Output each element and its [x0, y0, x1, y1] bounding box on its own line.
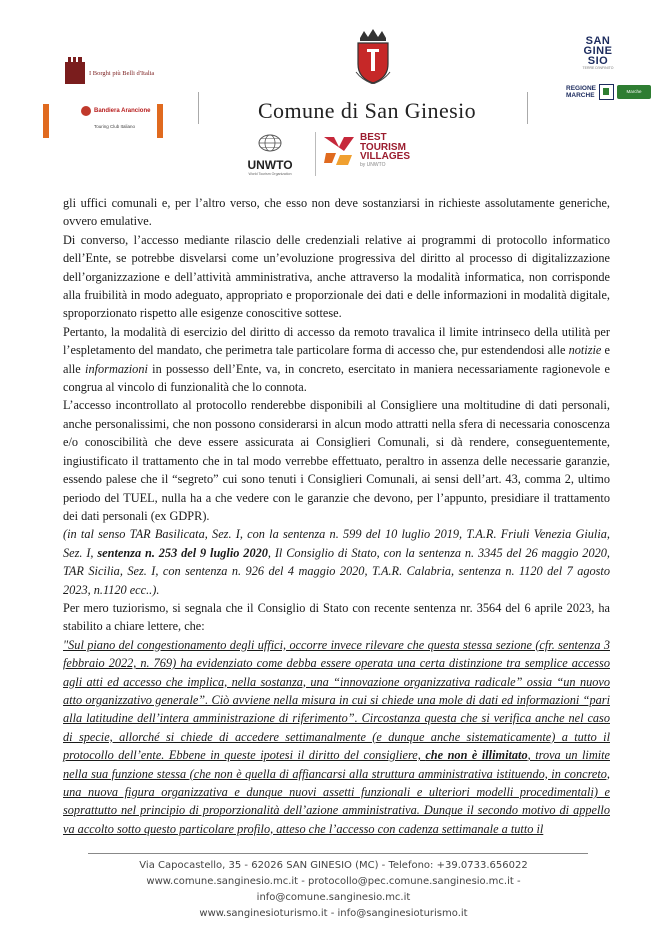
orange-accent-bar: [157, 104, 163, 138]
brand-line: SAN: [585, 35, 611, 47]
paragraph: Per mero tuziorismo, si segnala che il Consiglio di Stato con recente sentenza nr. 3564 del 6 aprile 2023, ha stabilito a chiare lettere, che:: [63, 600, 610, 634]
coat-of-arms-icon: [354, 28, 392, 84]
paragraph: gli uffici comunali e, per l’altro verso, che esso non deve sostanziarsi in richieste assolutamente generiche, ovvero emulative.: [63, 196, 610, 229]
text-run: , Il Consiglio di Stato, con la sentenza n. 3345 del 26 maggio 2020, TAR Sicilia, Sez. I, con sentenza n. 926 del 4 maggio 2020, T.A.R. Calabria, sentenza n. 1120 del 7 agosto 2023, n.1120 ecc..).: [63, 545, 610, 597]
emphasis-notizie: notizie: [568, 343, 602, 358]
unwto-sub-label: World Tourism Organization: [248, 172, 292, 176]
san-ginesio-brand-logo: [580, 36, 616, 66]
globe-icon: [257, 134, 283, 152]
brand-sub-label: TERRE D'INFINITO: [582, 66, 614, 70]
borghi-label: I Borghi più Belli d'Italia: [89, 69, 155, 77]
page-title: Comune di San Ginesio: [257, 98, 476, 123]
footer-tourism: www.sanginesioturismo.it - info@sanginesioturismo.it: [199, 908, 468, 919]
logo-divider: [315, 132, 316, 176]
btv-line: TOURISM: [360, 141, 406, 153]
brand-line: SIO: [587, 55, 609, 67]
emphasis-informazioni: informazioni: [85, 361, 148, 376]
unwto-logo: [240, 134, 300, 176]
header-divider: [527, 92, 528, 124]
borghi-logo: [65, 62, 175, 84]
brand-line: GINE: [583, 45, 613, 57]
document-body: [63, 194, 610, 838]
bold-quote: che non è illimitato: [425, 748, 528, 763]
right-logos: [566, 35, 646, 99]
footer: [100, 858, 567, 922]
text-run: e alle: [63, 343, 610, 376]
letterhead: [0, 0, 667, 190]
header-divider: [198, 92, 199, 124]
footer-rule: [88, 853, 588, 854]
touring-club-label: Touring Club Italiano: [94, 124, 136, 129]
footer-address: Via Capocastello, 35 - 62026 SAN GINESIO (MC) - Telefono: +39.0733.656022: [139, 860, 528, 871]
best-tourism-villages-logo: [322, 133, 410, 168]
btv-by-label: by UNWTO: [360, 161, 386, 168]
bold-citation: sentenza n. 253 del 9 luglio 2020: [97, 545, 268, 560]
paragraph: Di converso, l’accesso mediante rilascio delle credenziali relative ai programmi di protocollo informatico dell’Ente, se potrebbe disvelarsi come un’evoluzione progressiva del diritto al processo di digitalizzazione dell’organizzazione e dell’attività amministrativa, anche attraverso la modalità informatica, non corrisponde alla fruibilità in modo adeguato, appropriato e proporzionale dei dati e delle informazioni in modalità digitale, sproporzionato rispetto alle esigenze conoscitive sottese.: [63, 232, 610, 321]
regione-marche-logo: [566, 84, 651, 100]
marche-badge: Marche: [617, 85, 651, 99]
paragraph: [63, 323, 610, 397]
btv-line: BEST: [360, 132, 387, 143]
text-run: in possesso dell’Ente, va, in concreto, esercitato in maniera necessariamente ragionevole e congrua al vincolo di funzionalità che lo connota.: [63, 361, 610, 395]
footer-email: info@comune.sanginesio.mc.it: [256, 892, 411, 903]
regione-emblem-icon: [599, 84, 614, 100]
quoted-ruling: [63, 636, 610, 838]
bandiera-label: Bandiera Arancione: [94, 108, 151, 114]
text-run: , trova un limite nella sua funzione stessa (che non è quella di affiancarsi alla struttura amministrativa istituendo, in concreto, una nuova figura organizzativa e dunque nuovi assetti funzionali e ulteriori modelli procedimentali) e soprattutto nel principio di proporzionalità dell’azione amministrativa. Dunque il secondo motivo di appello va accolto sotto questo particolare profilo, atteso che l’accesso con cadenza settimanale a tutto il: [63, 748, 610, 836]
btv-mark-icon: [322, 133, 356, 167]
paragraph: L’accesso incontrollato al protocollo renderebbe disponibili al Consigliere una moltitudine di dati personali, anche personalissimi, che non possono considerarsi in alcun modo attratti nella sfera di necessaria conoscenza e/o conoscibilità che deve essere assicurata ai Consiglieri Comunali, si dà rendere, conseguentemente, ingiustificato il trattamento che in tal modo verrebbe effettuato, peraltro in assenza delle necessarie garanzie, essendo palese che il “segreto” cui sono tenuti i Consiglieri Comunali, ai sensi dell’art. 43, comma 2, ultimo periodo del TUEL, nulla ha a che vedere con le garanzie che devono, per l’appunto, presidiare il trattamento dei dati personali (ex GDPR).: [63, 398, 610, 523]
flag-icon: [81, 106, 91, 116]
footer-web: www.comune.sanginesio.mc.it - protocollo@pec.comune.sanginesio.mc.it -: [146, 876, 521, 887]
unwto-label: UNWTO: [247, 158, 293, 172]
text-run: Pertanto, la modalità di esercizio del diritto di accesso da remoto travalica il limite intrinseco della utilità per l’espletamento del mandato, che perimetra tale particolare forma di accesso che, pur estendendosi alle: [63, 324, 610, 358]
btv-line: VILLAGES: [360, 151, 411, 162]
text-run: (in tal senso TAR Basilicata, Sez. I, con la sentenza n. 599 del 10 luglio 2019, T.A.R. Friuli Venezia Giulia, Sez. I,: [63, 527, 610, 560]
castle-icon: [65, 62, 85, 84]
regione-label: REGIONE: [566, 85, 596, 92]
text-run: "Sul piano del congestionamento degli uffici, occorre invece rilevare che questa stessa sezione (cfr. sentenza 3 febbraio 2022, n. 769) ha evidenziato come debba essere operata una certa distinzione tra semplice accesso agli atti ed accesso che implica, nella sostanza, una “innovazione organizzativa radicale” ossia “un nuovo atto organizzativo generale”. Ciò avviene nella misura in cui si chiede una mole di dati ed informazioni “pari alla latitudine dell’intera amministrazione di riferimento”. Circostanza questa che si verifica anche nel caso di specie, allorché si chiede di accedere settimanalmente (e dunque anche sistematicamente) a tutto il protocollo dell’ente. Ebbene in queste ipotesi il diritto del consigliere,: [63, 637, 610, 763]
regione-label: MARCHE: [566, 92, 595, 99]
bandiera-arancione-logo: [81, 106, 150, 116]
orange-accent-bar: [43, 104, 49, 138]
case-law-citation: [63, 525, 610, 599]
